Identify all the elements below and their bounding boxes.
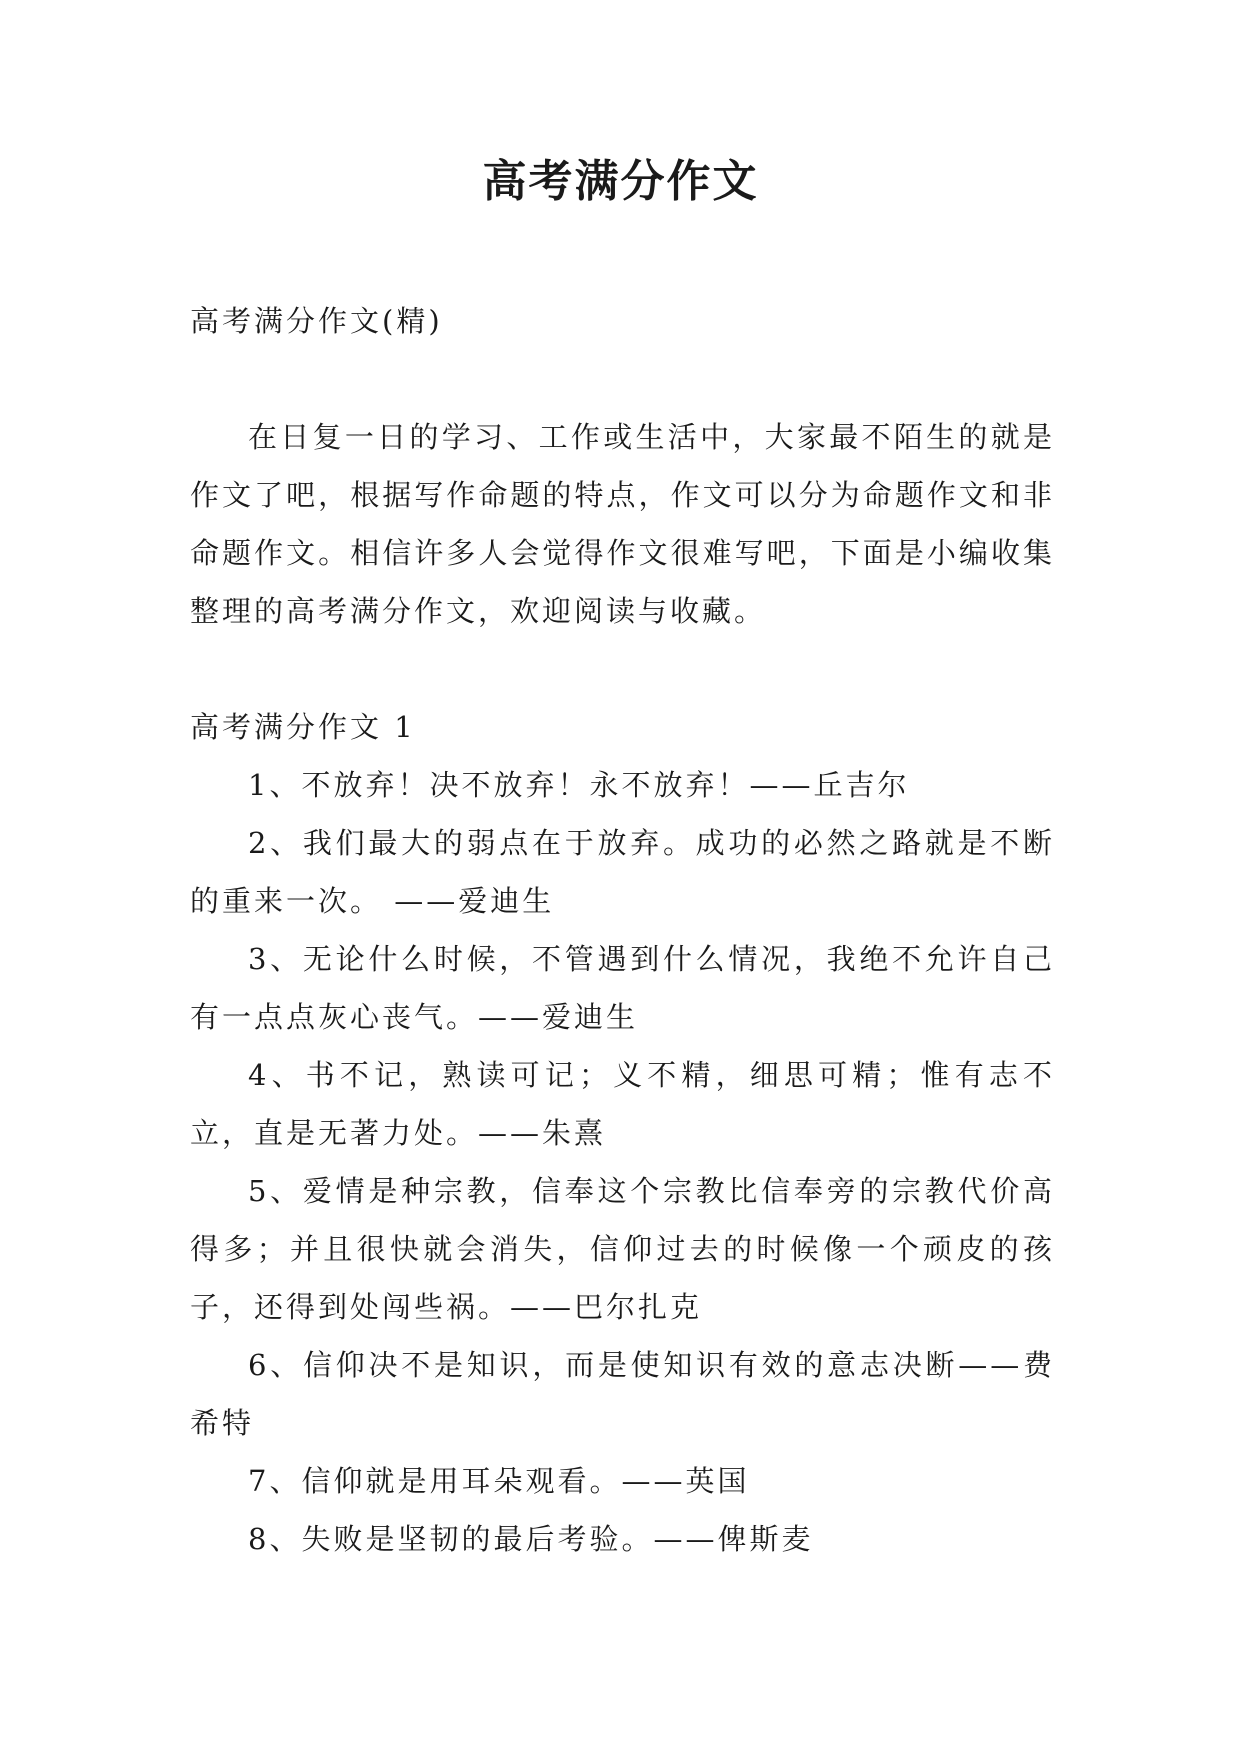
section-heading: 高考满分作文 1 [190, 710, 416, 744]
quote-item: 7、信仰就是用耳朵观看。——英国 [248, 1464, 750, 1498]
document-body [190, 292, 1055, 1568]
quote-item: 1、不放弃！决不放弃！永不放弃！——丘吉尔 [248, 768, 910, 802]
spacer [190, 640, 1055, 698]
quote-item: 2、我们最大的弱点在于放弃。成功的必然之路就是不断的重来一次。 ——爱迪生 [190, 826, 1055, 918]
quote-item: 3、无论什么时候，不管遇到什么情况，我绝不允许自己有一点点灰心丧气。——爱迪生 [190, 942, 1055, 1034]
document-title: 高考满分作文 [482, 156, 759, 207]
intro-paragraph: 在日复一日的学习、工作或生活中，大家最不陌生的就是作文了吧，根据写作命题的特点，作文可以分为命题作文和非命题作文。相信许多人会觉得作文很难写吧，下面是小编收集整理的高考满分作文，欢迎阅读与收藏。 [190, 420, 1055, 628]
spacer [190, 350, 1055, 408]
quote-item: 4、书不记，熟读可记；义不精，细思可精；惟有志不立，直是无著力处。——朱熹 [190, 1058, 1055, 1150]
quote-item: 8、失败是坚韧的最后考验。——俾斯麦 [248, 1522, 814, 1556]
quote-item: 5、爱情是种宗教，信奉这个宗教比信奉旁的宗教代价高得多；并且很快就会消失，信仰过去的时候像一个顽皮的孩子，还得到处闯些祸。——巴尔扎克 [190, 1174, 1055, 1324]
quote-item: 6、信仰决不是知识，而是使知识有效的意志决断——费希特 [190, 1348, 1055, 1440]
document-subtitle: 高考满分作文(精) [190, 304, 443, 338]
